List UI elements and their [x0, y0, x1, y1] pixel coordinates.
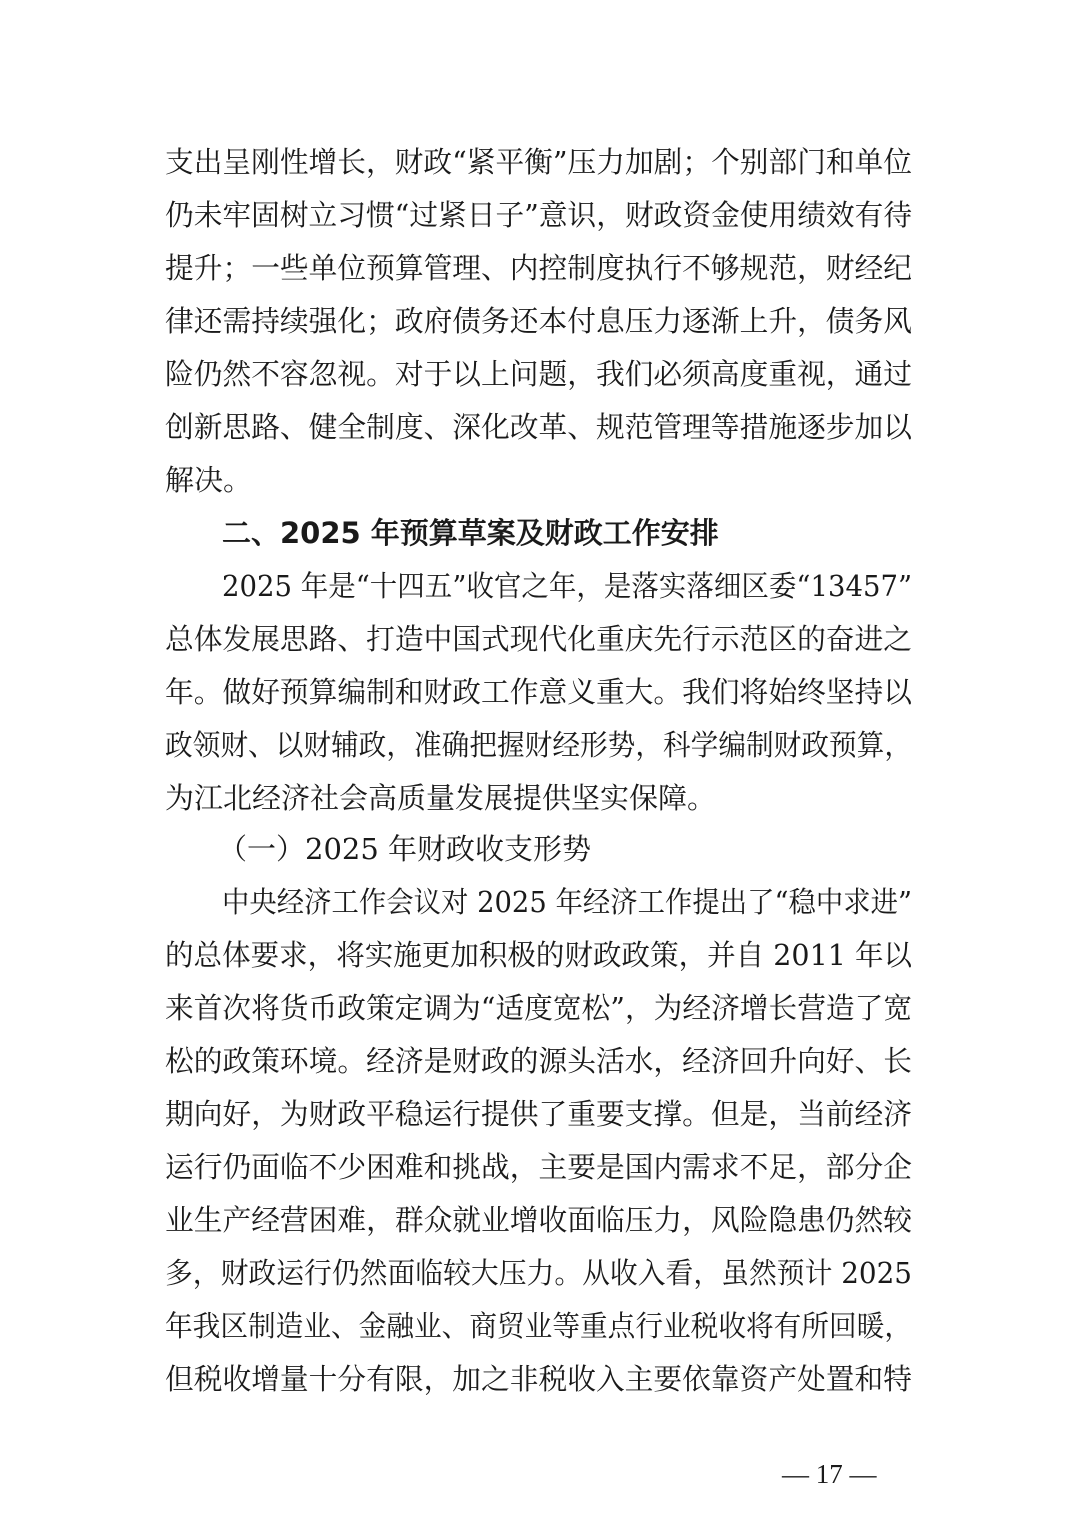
text-line: 年我区制造业、金融业、商贸业等重点行业税收将有所回暖， [165, 1309, 912, 1343]
text-line: 期向好，为财政平稳运行提供了重要支撑。但是，当前经济 [165, 1097, 913, 1131]
text-line: 总体发展思路、打造中国式现代化重庆先行示范区的奋进之 [165, 622, 913, 656]
text-line: 运行仍面临不少困难和挑战，主要是国内需求不足，部分企 [165, 1150, 913, 1184]
text-line: 多，财政运行仍然面临较大压力。从收入看，虽然预计 2025 [165, 1256, 913, 1290]
section-heading-text: 二、2025 年预算草案及财政工作安排 [222, 516, 719, 550]
page-number: — 17 — [782, 1459, 877, 1489]
text-line: 年。做好预算编制和财政工作意义重大。我们将始终坚持以 [165, 675, 913, 709]
text-line: 业生产经营困难，群众就业增收面临压力，风险隐患仍然较 [165, 1203, 913, 1237]
subsection-heading-text: （一）2025 年财政收支形势 [218, 832, 592, 866]
text-line: 松的政策环境。经济是财政的源头活水，经济回升向好、长 [165, 1044, 913, 1078]
text-line: 的总体要求，将实施更加积极的财政政策，并自 2011 年以 [165, 938, 913, 972]
text-line: 解决。 [165, 463, 253, 497]
text-line: 支出呈刚性增长，财政“紧平衡”压力加剧；个别部门和单位 [165, 145, 913, 179]
text-line: 但税收增量十分有限，加之非税收入主要依靠资产处置和特 [165, 1362, 913, 1396]
text-line: 为江北经济社会高质量发展提供坚实保障。 [165, 781, 717, 815]
text-line: 创新思路、健全制度、深化改革、规范管理等措施逐步加以 [165, 410, 913, 444]
text-line: 2025 年是“十四五”收官之年，是落实落细区委“13457” [222, 569, 913, 603]
text-line: 险仍然不容忽视。对于以上问题，我们必须高度重视，通过 [165, 357, 913, 391]
text-line: 律还需持续强化；政府债务还本付息压力逐渐上升，债务风 [165, 304, 913, 338]
text-line: 来首次将货币政策定调为“适度宽松”，为经济增长营造了宽 [165, 991, 913, 1025]
text-line: 提升；一些单位预算管理、内控制度执行不够规范，财经纪 [165, 251, 913, 285]
text-line: 政领财、以财辅政，准确把握财经形势，科学编制财政预算， [165, 728, 912, 762]
text-line: 中央经济工作会议对 2025 年经济工作提出了“稳中求进” [222, 885, 912, 919]
text-line: 仍未牢固树立习惯“过紧日子”意识，财政资金使用绩效有待 [165, 198, 913, 232]
